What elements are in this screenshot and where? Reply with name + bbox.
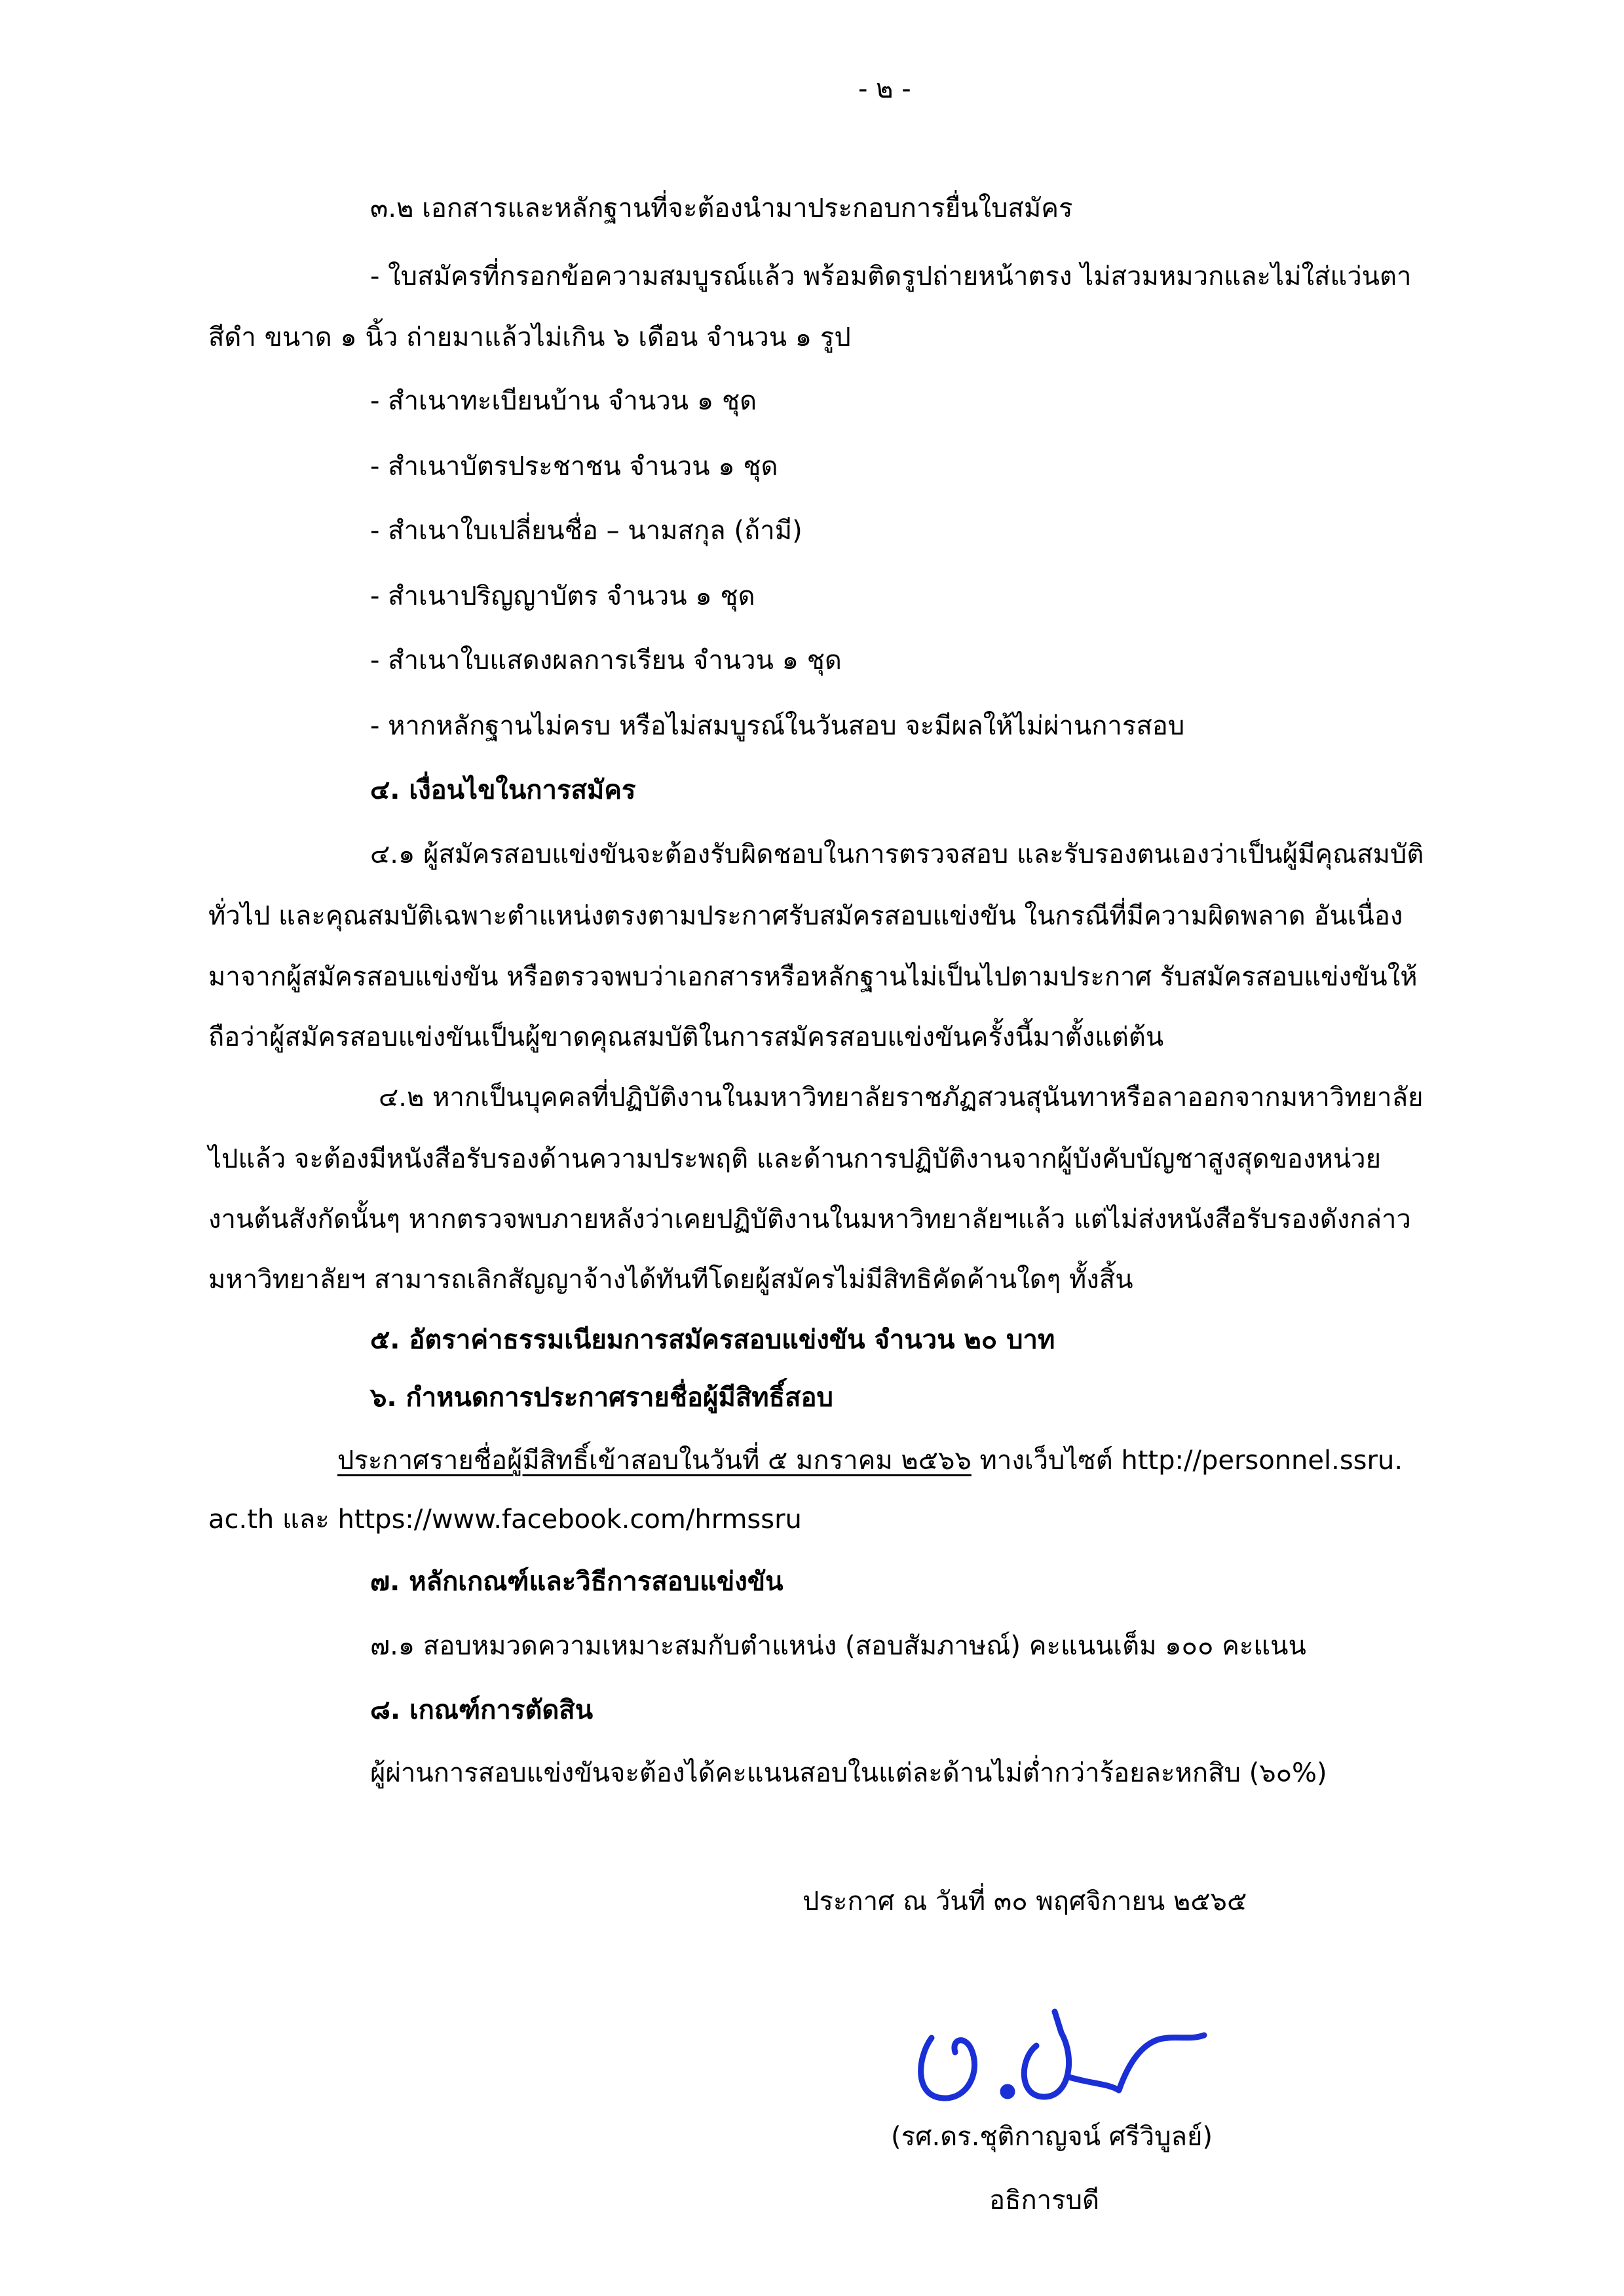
criteria-item: ๗.๑ สอบหมวดความเหมาะสมกับตำแหน่ง (สอบสัมภาษณ์) คะแนนเต็ม ๑๐๐ คะแนน <box>370 1631 1306 1661</box>
judging-criteria-text: ผู้ผ่านการสอบแข่งขันจะต้องได้คะแนนสอบในแต่ละด้านไม่ต่ำกว่าร้อยละหกสิบ (๖๐%) <box>370 1758 1327 1788</box>
list-item: - สำเนาทะเบียนบ้าน จำนวน ๑ ชุด <box>370 386 757 416</box>
section-6-heading: ๖. กำหนดการประกาศรายชื่อผู้มีสิทธิ์สอบ <box>370 1383 833 1413</box>
announcement-date-underlined: ประกาศรายชื่อผู้มีสิทธิ์เข้าสอบในวันที่ ๕ มกราคม ๒๕๖๖ <box>337 1445 972 1476</box>
page-number: - ๒ - <box>858 74 911 104</box>
section-8-heading: ๘. เกณฑ์การตัดสิน <box>370 1695 594 1725</box>
website-urls-line: ac.th และ https://www.facebook.com/hrmssru <box>208 1504 802 1535</box>
photo-requirement-line-1: - ใบสมัครที่กรอกข้อความสมบูรณ์แล้ว พร้อมติดรูปถ่ายหน้าตรง ไม่สวมหมวกและไม่ใส่แว่นตา <box>370 261 1412 292</box>
list-item: - หากหลักฐานไม่ครบ หรือไม่สมบูรณ์ในวันสอบ จะมีผลให้ไม่ผ่านการสอบ <box>370 711 1185 741</box>
section-5-heading: ๕. อัตราค่าธรรมเนียมการสมัครสอบแข่งขัน จำนวน ๒๐ บาท <box>370 1325 1055 1355</box>
signer-title: อธิการบดี <box>989 2185 1099 2215</box>
section-7-heading: ๗. หลักเกณฑ์และวิธีการสอบแข่งขัน <box>370 1567 784 1597</box>
announcement-date: ประกาศ ณ วันที่ ๓๐ พฤศจิกายน ๒๕๖๕ <box>803 1886 1247 1917</box>
list-item: - สำเนาใบแสดงผลการเรียน จำนวน ๑ ชุด <box>370 645 842 676</box>
list-item: - สำเนาใบเปลี่ยนชื่อ – นามสกุล (ถ้ามี) <box>370 516 803 546</box>
section-4-heading: ๔. เงื่อนไขในการสมัคร <box>370 775 636 805</box>
photo-requirement-line-2: สีดำ ขนาด ๑ นิ้ว ถ่ายมาแล้วไม่เกิน ๖ เดือน จำนวน ๑ รูป <box>208 322 851 353</box>
announcement-date-line <box>337 1442 1403 1479</box>
paragraph-4-1-line: ถือว่าผู้สมัครสอบแข่งขันเป็นผู้ขาดคุณสมบัติในการสมัครสอบแข่งขันครั้งนี้มาตั้งแต่ต้น <box>208 1022 1164 1052</box>
section-3-2-heading: ๓.๒ เอกสารและหลักฐานที่จะต้องนำมาประกอบการยื่นใบสมัคร <box>370 193 1073 223</box>
paragraph-4-1-line: ๔.๑ ผู้สมัครสอบแข่งขันจะต้องรับผิดชอบในการตรวจสอบ และรับรองตนเองว่าเป็นผู้มีคุณสมบัติ <box>370 839 1424 870</box>
paragraph-4-2-line: งานต้นสังกัดนั้นๆ หากตรวจพบภายหลังว่าเคยปฏิบัติงานในมหาวิทยาลัยฯแล้ว แต่ไม่ส่งหนังสือรับรองดังกล่าว <box>208 1204 1411 1234</box>
paragraph-4-1-line: มาจากผู้สมัครสอบแข่งขัน หรือตรวจพบว่าเอกสารหรือหลักฐานไม่เป็นไปตามประกาศ รับสมัครสอบแข่งขันให้ <box>208 962 1418 992</box>
list-item: - สำเนาปริญญาบัตร จำนวน ๑ ชุด <box>370 581 755 611</box>
paragraph-4-2-line: มหาวิทยาลัยฯ สามารถเลิกสัญญาจ้างได้ทันทีโดยผู้สมัครไม่มีสิทธิคัดค้านใดๆ ทั้งสิ้น <box>208 1265 1133 1295</box>
signature <box>897 1985 1225 2116</box>
paragraph-4-2-line: ไปแล้ว จะต้องมีหนังสือรับรองด้านความประพฤติ และด้านการปฏิบัติงานจากผู้บังคับบัญชาสูงสุดของหน่วย <box>208 1144 1382 1174</box>
paragraph-4-2-line: ๔.๒ หากเป็นบุคคลที่ปฏิบัติงานในมหาวิทยาลัยราชภัฏสวนสุนันทาหรือลาออกจากมหาวิทยาลัย <box>379 1082 1424 1113</box>
list-item: - สำเนาบัตรประชาชน จำนวน ๑ ชุด <box>370 451 778 482</box>
signer-name: (รศ.ดร.ชุติกาญจน์ ศรีวิบูลย์) <box>891 2122 1213 2152</box>
website-text: ทางเว็บไซต์ http://personnel.ssru. <box>971 1445 1403 1476</box>
paragraph-4-1-line: ทั่วไป และคุณสมบัติเฉพาะตำแหน่งตรงตามประกาศรับสมัครสอบแข่งขัน ในกรณีที่มีความผิดพลาด อันเนื่อง <box>208 901 1403 931</box>
